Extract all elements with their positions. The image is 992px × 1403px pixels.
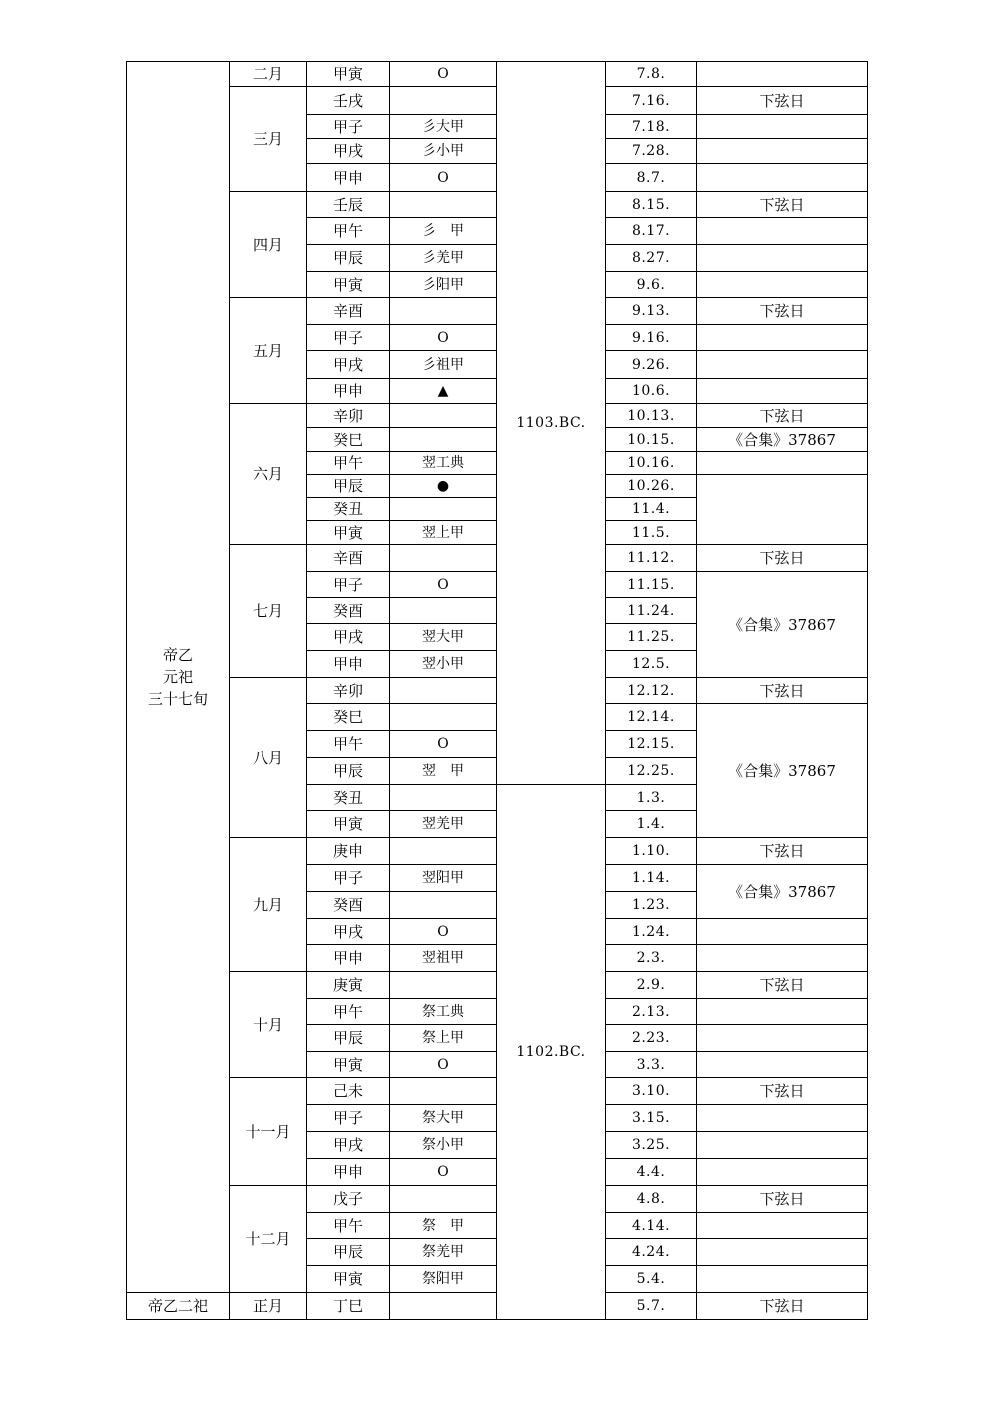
ganzhi-cell: 癸丑 bbox=[307, 498, 390, 521]
date-cell: 7.18. bbox=[606, 115, 697, 139]
note-cell bbox=[697, 164, 868, 192]
ganzhi-cell: 癸丑 bbox=[307, 785, 390, 811]
ganzhi-cell: 甲子 bbox=[307, 865, 390, 892]
date-cell: 8.17. bbox=[606, 218, 697, 245]
note-cell bbox=[697, 919, 868, 945]
date-cell: 7.28. bbox=[606, 139, 697, 164]
month-cell: 七月 bbox=[230, 545, 307, 678]
ganzhi-cell: 辛酉 bbox=[307, 298, 390, 325]
note-cell bbox=[697, 245, 868, 272]
ganzhi-cell: 甲辰 bbox=[307, 1239, 390, 1266]
rite-cell: 翌 甲 bbox=[390, 758, 497, 785]
ganzhi-cell: 甲寅 bbox=[307, 1266, 390, 1293]
ganzhi-cell: 辛酉 bbox=[307, 545, 390, 572]
reign-line: 三十七旬 bbox=[147, 690, 208, 708]
reign-line: 帝乙二祀 bbox=[147, 1297, 208, 1315]
rite-cell: O bbox=[390, 62, 497, 87]
date-cell: 1.4. bbox=[606, 811, 697, 838]
rite-cell: ▲ bbox=[390, 379, 497, 404]
ganzhi-cell: 甲戌 bbox=[307, 919, 390, 945]
note-cell bbox=[697, 379, 868, 404]
date-cell: 3.25. bbox=[606, 1132, 697, 1159]
rite-cell bbox=[390, 892, 497, 919]
note-cell bbox=[697, 325, 868, 351]
note-cell bbox=[697, 139, 868, 164]
date-cell: 1.10. bbox=[606, 838, 697, 865]
note-cell bbox=[697, 945, 868, 972]
month-cell: 四月 bbox=[230, 192, 307, 298]
date-cell: 10.13. bbox=[606, 404, 697, 428]
ganzhi-cell: 甲辰 bbox=[307, 1025, 390, 1052]
rite-cell: O bbox=[390, 325, 497, 351]
rite-cell: 翌羌甲 bbox=[390, 811, 497, 838]
rite-cell bbox=[390, 192, 497, 218]
note-cell bbox=[697, 475, 868, 545]
note-cell bbox=[697, 1213, 868, 1239]
ganzhi-cell: 壬辰 bbox=[307, 192, 390, 218]
date-cell: 11.5. bbox=[606, 521, 697, 545]
ganzhi-cell: 甲申 bbox=[307, 164, 390, 192]
note-cell bbox=[697, 1052, 868, 1078]
note-cell: 下弦日 bbox=[697, 545, 868, 572]
rite-cell bbox=[390, 598, 497, 624]
rite-cell: 彡祖甲 bbox=[390, 351, 497, 379]
note-cell: 下弦日 bbox=[697, 1293, 868, 1320]
ganzhi-cell: 甲申 bbox=[307, 1159, 390, 1186]
rite-cell: 彡大甲 bbox=[390, 115, 497, 139]
rite-cell: O bbox=[390, 572, 497, 598]
rite-cell: 祭小甲 bbox=[390, 1132, 497, 1159]
ganzhi-cell: 甲戌 bbox=[307, 139, 390, 164]
ganzhi-cell: 庚寅 bbox=[307, 972, 390, 999]
note-cell bbox=[697, 1105, 868, 1132]
rite-cell bbox=[390, 498, 497, 521]
ganzhi-cell: 甲申 bbox=[307, 945, 390, 972]
note-cell: 《合集》37867 bbox=[697, 428, 868, 452]
date-cell: 2.23. bbox=[606, 1025, 697, 1052]
note-cell bbox=[697, 218, 868, 245]
date-cell: 9.6. bbox=[606, 272, 697, 298]
ganzhi-cell: 甲申 bbox=[307, 379, 390, 404]
ganzhi-cell: 甲子 bbox=[307, 1105, 390, 1132]
ganzhi-cell: 甲子 bbox=[307, 325, 390, 351]
date-cell: 12.25. bbox=[606, 758, 697, 785]
ganzhi-cell: 甲午 bbox=[307, 731, 390, 758]
ganzhi-cell: 癸巳 bbox=[307, 428, 390, 452]
note-cell bbox=[697, 62, 868, 87]
note-cell: 《合集》37867 bbox=[697, 865, 868, 919]
rite-cell: 祭羌甲 bbox=[390, 1239, 497, 1266]
date-cell: 4.4. bbox=[606, 1159, 697, 1186]
date-cell: 11.12. bbox=[606, 545, 697, 572]
ganzhi-cell: 丁巳 bbox=[307, 1293, 390, 1320]
rite-cell: 彡羌甲 bbox=[390, 245, 497, 272]
year-cell: 1103.BC. bbox=[497, 62, 606, 785]
ganzhi-cell: 甲戌 bbox=[307, 624, 390, 651]
rite-cell: 祭上甲 bbox=[390, 1025, 497, 1052]
note-cell: 下弦日 bbox=[697, 298, 868, 325]
ganzhi-cell: 甲子 bbox=[307, 572, 390, 598]
note-cell: 下弦日 bbox=[697, 972, 868, 999]
ganzhi-cell: 甲午 bbox=[307, 1213, 390, 1239]
ganzhi-cell: 戊子 bbox=[307, 1186, 390, 1213]
date-cell: 12.15. bbox=[606, 731, 697, 758]
month-cell: 五月 bbox=[230, 298, 307, 404]
note-cell bbox=[697, 1025, 868, 1052]
ganzhi-cell: 甲戌 bbox=[307, 1132, 390, 1159]
date-cell: 2.3. bbox=[606, 945, 697, 972]
year-cell: 1102.BC. bbox=[497, 785, 606, 1320]
date-cell: 9.26. bbox=[606, 351, 697, 379]
rite-cell: 祭 甲 bbox=[390, 1213, 497, 1239]
date-cell: 2.13. bbox=[606, 999, 697, 1025]
rite-cell: 翌小甲 bbox=[390, 651, 497, 678]
month-cell: 正月 bbox=[230, 1293, 307, 1320]
date-cell: 4.14. bbox=[606, 1213, 697, 1239]
ganzhi-cell: 甲午 bbox=[307, 452, 390, 475]
month-cell: 九月 bbox=[230, 838, 307, 972]
note-cell: 下弦日 bbox=[697, 192, 868, 218]
date-cell: 8.7. bbox=[606, 164, 697, 192]
date-cell: 3.15. bbox=[606, 1105, 697, 1132]
rite-cell bbox=[390, 704, 497, 731]
rite-cell: 彡小甲 bbox=[390, 139, 497, 164]
rite-cell bbox=[390, 972, 497, 999]
reign-cell bbox=[127, 62, 230, 1293]
reign-line: 元祀 bbox=[162, 668, 193, 686]
month-cell: 八月 bbox=[230, 678, 307, 838]
rite-cell bbox=[390, 785, 497, 811]
month-cell: 二月 bbox=[230, 62, 307, 87]
date-cell: 11.24. bbox=[606, 598, 697, 624]
ganzhi-cell: 己未 bbox=[307, 1078, 390, 1105]
date-cell: 12.12. bbox=[606, 678, 697, 704]
rite-cell: 翌大甲 bbox=[390, 624, 497, 651]
date-cell: 10.6. bbox=[606, 379, 697, 404]
rite-cell: 翌工典 bbox=[390, 452, 497, 475]
month-cell: 六月 bbox=[230, 404, 307, 545]
note-cell: 《合集》37867 bbox=[697, 572, 868, 678]
date-cell: 3.3. bbox=[606, 1052, 697, 1078]
date-cell: 11.25. bbox=[606, 624, 697, 651]
date-cell: 10.16. bbox=[606, 452, 697, 475]
rite-cell bbox=[390, 298, 497, 325]
date-cell: 2.9. bbox=[606, 972, 697, 999]
month-cell: 十月 bbox=[230, 972, 307, 1078]
note-cell bbox=[697, 1159, 868, 1186]
rite-cell: 翌阳甲 bbox=[390, 865, 497, 892]
ganzhi-cell: 癸巳 bbox=[307, 704, 390, 731]
rite-cell bbox=[390, 87, 497, 115]
date-cell: 1.3. bbox=[606, 785, 697, 811]
date-cell: 9.13. bbox=[606, 298, 697, 325]
note-cell: 下弦日 bbox=[697, 404, 868, 428]
note-cell bbox=[697, 1266, 868, 1293]
note-cell bbox=[697, 1132, 868, 1159]
note-cell bbox=[697, 351, 868, 379]
month-cell: 十二月 bbox=[230, 1186, 307, 1293]
date-cell: 12.14. bbox=[606, 704, 697, 731]
rite-cell: 彡阳甲 bbox=[390, 272, 497, 298]
date-cell: 1.14. bbox=[606, 865, 697, 892]
date-cell: 11.4. bbox=[606, 498, 697, 521]
date-cell: 4.24. bbox=[606, 1239, 697, 1266]
date-cell: 8.15. bbox=[606, 192, 697, 218]
rite-cell: O bbox=[390, 1159, 497, 1186]
rite-cell bbox=[390, 678, 497, 704]
date-cell: 7.16. bbox=[606, 87, 697, 115]
rite-cell: 彡 甲 bbox=[390, 218, 497, 245]
rite-cell: ● bbox=[390, 475, 497, 498]
date-cell: 7.8. bbox=[606, 62, 697, 87]
date-cell: 5.7. bbox=[606, 1293, 697, 1320]
note-cell: 下弦日 bbox=[697, 1078, 868, 1105]
date-cell: 12.5. bbox=[606, 651, 697, 678]
table-row bbox=[127, 62, 868, 87]
rite-cell: 祭工典 bbox=[390, 999, 497, 1025]
rite-cell bbox=[390, 1186, 497, 1213]
date-cell: 1.24. bbox=[606, 919, 697, 945]
ganzhi-cell: 甲子 bbox=[307, 115, 390, 139]
ganzhi-cell: 甲辰 bbox=[307, 758, 390, 785]
ganzhi-cell: 癸酉 bbox=[307, 892, 390, 919]
date-cell: 4.8. bbox=[606, 1186, 697, 1213]
note-cell: 下弦日 bbox=[697, 838, 868, 865]
note-cell: 下弦日 bbox=[697, 678, 868, 704]
reign-cell bbox=[127, 1293, 230, 1320]
sacrifice-calendar-table bbox=[126, 61, 868, 1320]
note-cell: 《合集》37867 bbox=[697, 704, 868, 838]
rite-cell bbox=[390, 838, 497, 865]
ganzhi-cell: 甲寅 bbox=[307, 62, 390, 87]
date-cell: 3.10. bbox=[606, 1078, 697, 1105]
note-cell bbox=[697, 272, 868, 298]
month-cell: 三月 bbox=[230, 87, 307, 192]
rite-cell: O bbox=[390, 731, 497, 758]
note-cell bbox=[697, 999, 868, 1025]
ganzhi-cell: 甲寅 bbox=[307, 811, 390, 838]
date-cell: 1.23. bbox=[606, 892, 697, 919]
rite-cell: O bbox=[390, 164, 497, 192]
reign-line: 帝乙 bbox=[162, 646, 193, 664]
rite-cell: 翌祖甲 bbox=[390, 945, 497, 972]
rite-cell bbox=[390, 404, 497, 428]
note-cell bbox=[697, 1239, 868, 1266]
date-cell: 8.27. bbox=[606, 245, 697, 272]
note-cell bbox=[697, 452, 868, 475]
date-cell: 10.15. bbox=[606, 428, 697, 452]
rite-cell: O bbox=[390, 919, 497, 945]
ganzhi-cell: 辛卯 bbox=[307, 404, 390, 428]
rite-cell: 翌上甲 bbox=[390, 521, 497, 545]
date-cell: 9.16. bbox=[606, 325, 697, 351]
ganzhi-cell: 甲辰 bbox=[307, 475, 390, 498]
ganzhi-cell: 庚申 bbox=[307, 838, 390, 865]
ganzhi-cell: 辛卯 bbox=[307, 678, 390, 704]
ganzhi-cell: 壬戌 bbox=[307, 87, 390, 115]
note-cell: 下弦日 bbox=[697, 1186, 868, 1213]
rite-cell: O bbox=[390, 1052, 497, 1078]
note-cell bbox=[697, 115, 868, 139]
ganzhi-cell: 甲申 bbox=[307, 651, 390, 678]
rite-cell: 祭阳甲 bbox=[390, 1266, 497, 1293]
ganzhi-cell: 癸酉 bbox=[307, 598, 390, 624]
rite-cell bbox=[390, 1078, 497, 1105]
note-cell: 下弦日 bbox=[697, 87, 868, 115]
ganzhi-cell: 甲寅 bbox=[307, 1052, 390, 1078]
date-cell: 10.26. bbox=[606, 475, 697, 498]
ganzhi-cell: 甲戌 bbox=[307, 351, 390, 379]
ganzhi-cell: 甲辰 bbox=[307, 245, 390, 272]
rite-cell: 祭大甲 bbox=[390, 1105, 497, 1132]
date-cell: 5.4. bbox=[606, 1266, 697, 1293]
rite-cell bbox=[390, 428, 497, 452]
rite-cell bbox=[390, 545, 497, 572]
rite-cell bbox=[390, 1293, 497, 1320]
date-cell: 11.15. bbox=[606, 572, 697, 598]
month-cell: 十一月 bbox=[230, 1078, 307, 1186]
ganzhi-cell: 甲寅 bbox=[307, 521, 390, 545]
ganzhi-cell: 甲午 bbox=[307, 999, 390, 1025]
ganzhi-cell: 甲午 bbox=[307, 218, 390, 245]
ganzhi-cell: 甲寅 bbox=[307, 272, 390, 298]
